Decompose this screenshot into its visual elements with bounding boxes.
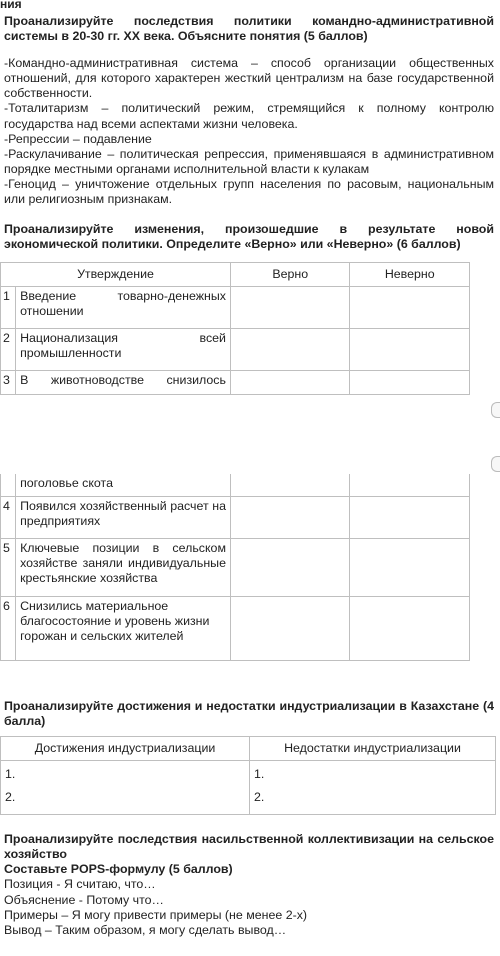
- section-4-heading: Проанализируйте последствия насильственной коллективизации на сельское хозяйство: [4, 832, 494, 862]
- false-answer-cell[interactable]: [350, 496, 470, 538]
- statement-cell: [16, 371, 231, 395]
- false-answer-cell[interactable]: [350, 371, 470, 395]
- statement-continuation: поголовье скота: [16, 474, 231, 496]
- list-item: 2.: [5, 790, 16, 805]
- section-1-heading: Проанализируйте последствия политики командно-административной системы в 20-30 гг. ХХ века. Объясните понятия (5 баллов): [4, 14, 494, 44]
- definition-item: -Командно-административная система – способ организации общественных отношений, для которого характерен жесткий централизм на базе государственной собственности.: [4, 56, 494, 101]
- list-item: 1.: [254, 767, 265, 781]
- false-answer-cell[interactable]: [350, 287, 470, 329]
- column-header-true: Верно: [230, 263, 350, 287]
- false-answer-cell[interactable]: [350, 538, 470, 596]
- statement-cell: [16, 538, 231, 596]
- section-4-subheading: Составьте POPS-формулу (5 баллов): [4, 862, 233, 877]
- statement-text: Национализация всей промышленности: [20, 331, 226, 361]
- column-header-statement: Утверждение: [1, 263, 231, 287]
- row-number: 2: [1, 329, 16, 371]
- row-number: 1: [1, 287, 16, 329]
- true-answer-cell[interactable]: [230, 329, 350, 371]
- table-row: [1, 761, 496, 815]
- definitions-list: [4, 56, 494, 207]
- row-number: 4: [1, 496, 16, 538]
- definition-item: -Тоталитаризм – политический режим, стремящийся к полному контролю государства над всеми аспектами жизни человека.: [4, 101, 494, 131]
- row-number: 3: [1, 371, 16, 395]
- list-item: 2.: [254, 790, 265, 805]
- statement-text: Снизились материальное благосостояние и уровень жизни горожан и сельских жителей: [20, 598, 210, 643]
- true-answer-cell[interactable]: [230, 496, 350, 538]
- true-answer-cell[interactable]: [230, 371, 350, 395]
- page-edge-marker: [491, 456, 500, 472]
- statement-cell: [16, 596, 231, 660]
- statement-cell: [16, 329, 231, 371]
- column-header-drawbacks: Недостатки индустриализации: [250, 737, 496, 761]
- pops-line: Примеры – Я могу привести примеры (не менее 2-х): [4, 907, 308, 922]
- false-answer-cell[interactable]: [350, 596, 470, 660]
- table-row: [1, 287, 470, 329]
- nep-table-part-1: [0, 262, 470, 395]
- true-answer-cell[interactable]: [230, 538, 350, 596]
- statement-text: В животноводстве снизилось: [20, 373, 226, 387]
- section-collectivization: [4, 832, 494, 938]
- section-nep: [4, 222, 494, 252]
- row-number: 5: [1, 538, 16, 596]
- statement-cell: [16, 287, 231, 329]
- pops-line: Вывод – Таким образом, я могу сделать вывод…: [4, 922, 287, 937]
- section-3-heading: Проанализируйте достижения и недостатки индустриализации в Казахстане (4 балла): [4, 699, 494, 729]
- false-answer-cell[interactable]: [350, 329, 470, 371]
- column-header-false: Неверно: [350, 263, 470, 287]
- statement-text: Введение товарно-денежных отношении: [20, 289, 226, 319]
- row-number: 6: [1, 596, 16, 660]
- statement-text: Ключевые позиции в сельском хозяйстве заняли индивидуальные крестьянские хозяйства: [20, 540, 226, 585]
- table-row: [1, 329, 470, 371]
- table-row-continuation: [1, 474, 470, 496]
- page-title-fragment: ния: [0, 0, 22, 11]
- pops-line: Объяснение - Потому что…: [4, 892, 164, 907]
- true-answer-cell[interactable]: [230, 287, 350, 329]
- table-row: [1, 496, 470, 538]
- nep-table-part-2: [0, 474, 470, 661]
- statement-text: Появился хозяйственный расчет на предприятиях: [20, 498, 226, 528]
- section-2-heading: Проанализируйте изменения, произошедшие в результате новой экономической политики. Определите «Верно» или «Неверно» (6 баллов): [4, 222, 494, 252]
- section-industrialization: [4, 699, 494, 729]
- table-row: [1, 538, 470, 596]
- drawbacks-cell[interactable]: [250, 761, 496, 815]
- achievements-cell[interactable]: [1, 761, 250, 815]
- statement-cell: [16, 496, 231, 538]
- section-command-system: [4, 14, 494, 44]
- column-header-achievements: Достижения индустриализации: [1, 737, 250, 761]
- true-answer-cell[interactable]: [230, 596, 350, 660]
- table-row: [1, 371, 470, 395]
- definition-item: -Репрессии – подавление: [4, 131, 152, 146]
- industrialization-table: [0, 736, 496, 815]
- definition-item: -Геноцид – уничтожение отдельных групп населения по расовым, национальным или религиозным признакам.: [4, 177, 494, 207]
- list-item: 1.: [5, 767, 16, 781]
- page-edge-marker: [491, 402, 500, 418]
- pops-formula: [4, 877, 494, 938]
- pops-line: Позиция - Я считаю, что…: [4, 877, 156, 892]
- true-answer-cell[interactable]: [230, 474, 350, 496]
- definition-item: -Раскулачивание – политическая репрессия, применявшаяся в административном порядке местными органами исполнительной власти к кулакам: [4, 146, 494, 176]
- table-row: [1, 596, 470, 660]
- false-answer-cell[interactable]: [350, 474, 470, 496]
